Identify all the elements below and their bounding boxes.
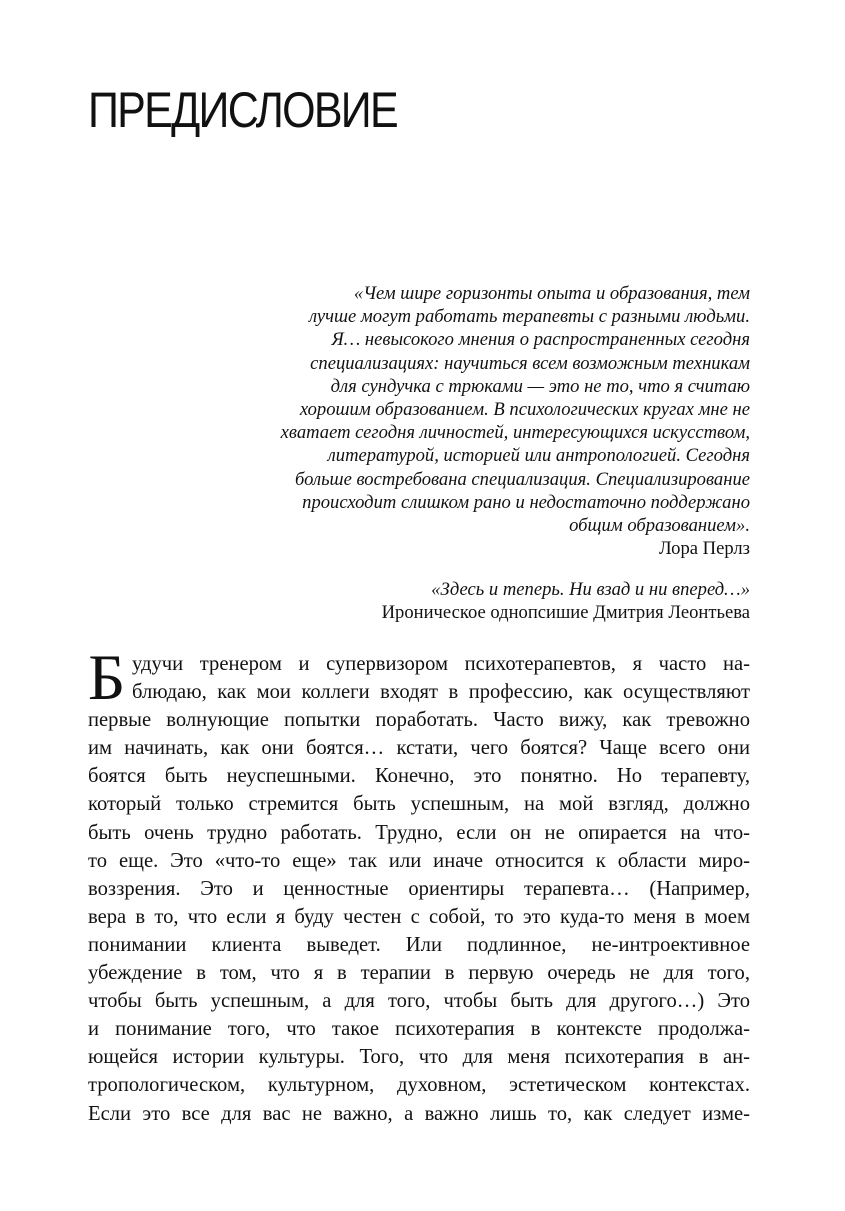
page-title: ПРЕДИСЛОВИЕ [88,82,397,138]
body-line: то еще. Это «что-то еще» так или иначе относится к области миро- [88,849,750,872]
body-line: Если это все для вас не важно, а важно лишь то, как следует изме- [88,1102,750,1125]
body-line: блюдаю, как мои коллеги входят в профессию, как осуществляют [132,681,750,704]
body-line: который только стремится быть успешным, на мой взгляд, должно [88,793,750,816]
body-line: и понимание того, что такое психотерапия в контексте продолжа- [88,1018,750,1041]
epigraph-line: Я… невысокого мнения о распространенных сегодня [331,329,750,351]
body-line: чтобы быть успешным, а для того, чтобы быть для другого…) Это [88,990,750,1013]
body-line: воззрения. Это и ценностные ориентиры терапевта… (Например, [88,877,750,900]
epigraph-perls [180,282,750,560]
epigraph-line: литературой, историей или антропологией. Сегодня [327,445,750,467]
epigraph-line: происходит слишком рано и недостаточно поддержано [302,491,750,513]
epigraph-line: специализациях: научиться всем возможным техникам [310,352,750,374]
body-line: ющейся истории культуры. Того, что для меня психотерапия в ан- [88,1046,750,1069]
epigraph-line: хорошим образованием. В психологических кругах мне не [299,399,750,421]
epigraph-line: «Чем шире горизонты опыта и образования, тем [353,283,750,304]
epigraph-line: больше востребована специализация. Специализирование [295,468,750,490]
body-text [88,642,750,1128]
epigraph-quote: «Здесь и теперь. Ни взад и ни вперед…» [431,579,750,600]
body-line: быть очень трудно работать. Трудно, если он не опирается на что- [88,821,750,844]
body-line: понимании клиента выведет. Или подлинное, не-интроективное [88,933,750,956]
epigraph-line: для сундучка с трюками — это не то, что я считаю [330,375,750,397]
body-line: им начинать, как они боятся… кстати, чего боятся? Чаще всего они [88,737,750,760]
body-line: боятся быть неуспешными. Конечно, это понятно. Но терапевту, [88,765,750,788]
epigraph-line: лучше могут работать терапевты с разными людьми. [309,306,750,328]
drop-cap: Б [88,642,126,714]
epigraph-author: Лора Перлз [659,538,750,560]
body-line: тропологическом, культурном, духовном, эстетическом контекстах. [88,1074,750,1097]
epigraph-author: Ироническое однопсишие Дмитрия Леонтьева [381,602,750,624]
body-line: удучи тренером и супервизором психотерапевтов, я часто на- [132,653,750,675]
epigraph-leontiev [180,578,750,624]
body-line: вера в то, что если я буду честен с собой, то это куда-то меня в моем [88,905,750,928]
body-line: первые волнующие попытки поработать. Часто вижу, как тревожно [88,709,750,732]
epigraph-line: общим образованием». [569,515,750,537]
epigraph-line: хватает сегодня личностей, интересующихся искусством, [280,422,750,444]
body-line: убеждение в том, что я в терапии в первую очередь не для того, [88,962,750,985]
